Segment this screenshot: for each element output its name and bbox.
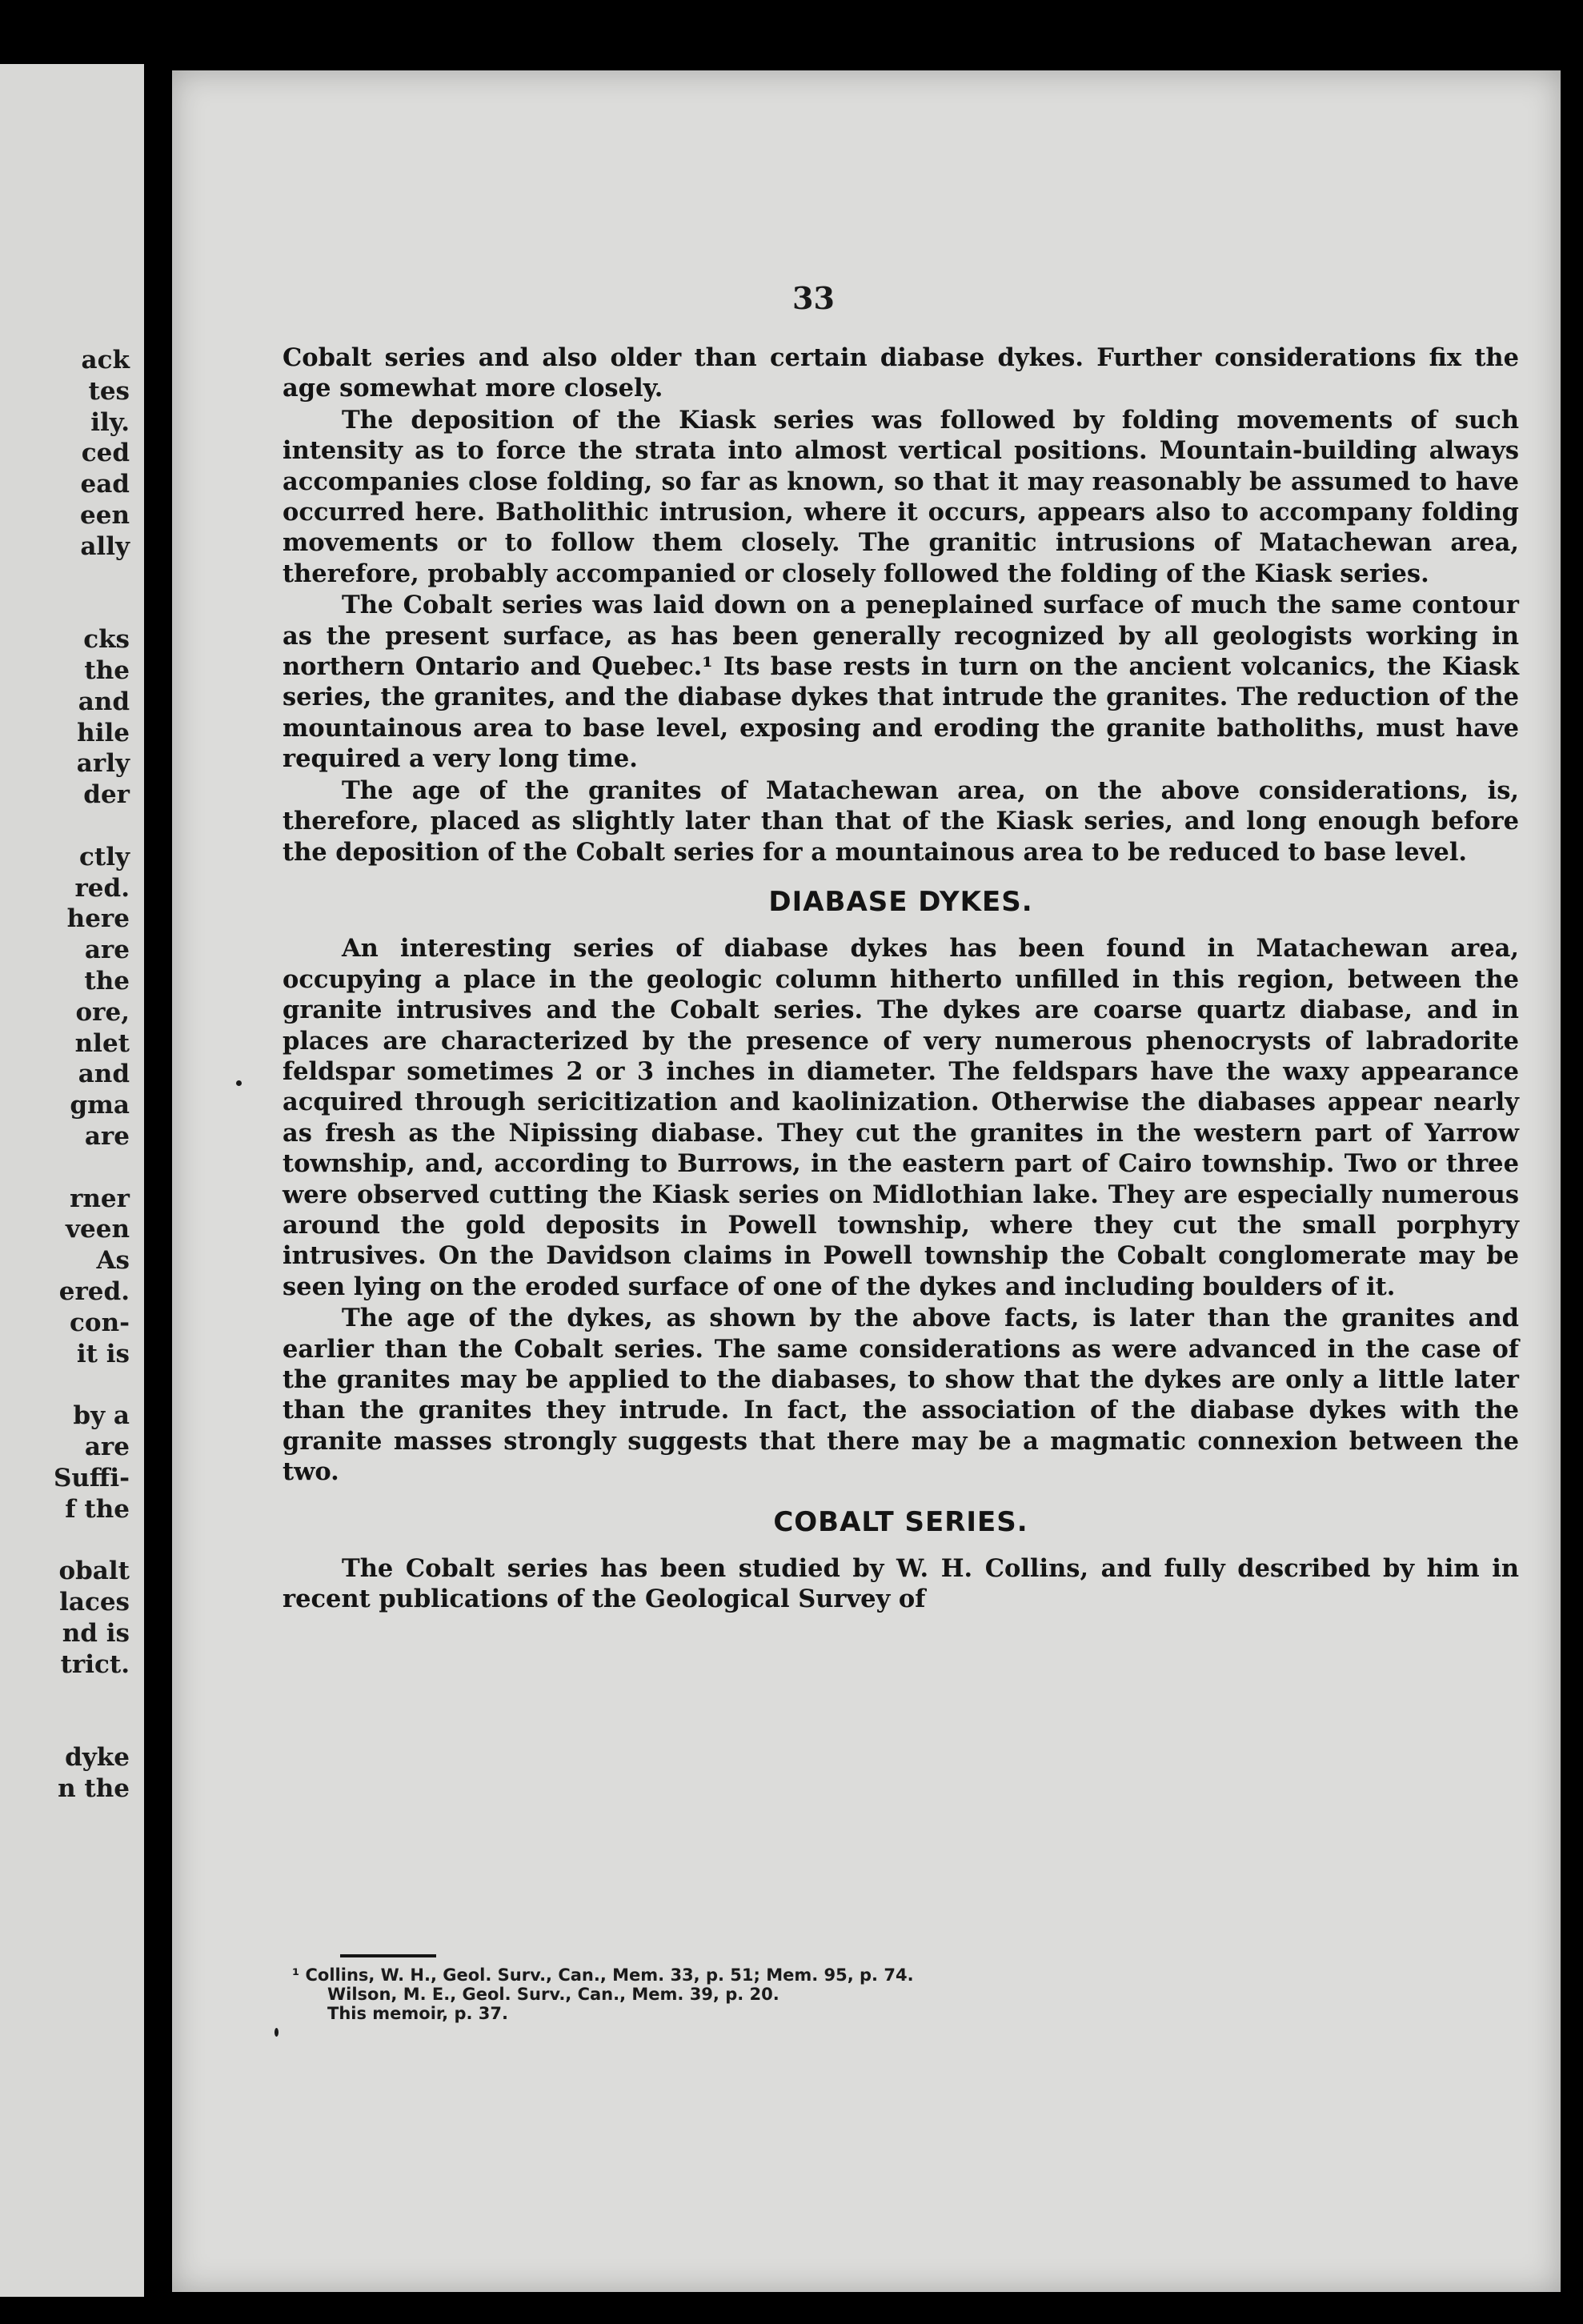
left-page-fragment: are [84,1122,130,1151]
left-page-fragment: are [84,1432,130,1461]
left-page-fragment: een [80,501,130,530]
left-page-fragment: As [96,1246,130,1276]
left-page-fragment: veen [66,1215,130,1244]
left-page-fragment: ally [80,531,130,561]
left-page-fragment: and [78,687,130,716]
page [172,70,1561,2292]
left-page-fragment: ack [81,346,130,375]
left-page-fragment: rner [70,1184,130,1213]
paragraph-1: Cobalt series and also older than certain diabase dykes. Further considerations fix the age somewhat more closely. [283,343,1519,403]
left-page-fragment: laces [59,1588,130,1617]
heading-cobalt-series: COBALT SERIES. [773,1505,1028,1538]
left-page-fragment: trict. [60,1649,130,1679]
left-page-fragment: ered. [58,1277,130,1306]
paragraph-2: The deposition of the Kiask series was followed by folding movements of such intensity as to force the strata into almost vertical positions. Mountain-building always accompanies close folding, so far as known, so that it may reasonably be assumed to have occurred here. Batholithic intrusion, where it occurs, appears also to accompany folding movements or to follow them closely. The granitic intrusions of Matachewan area, therefore, probably accompanied or closely followed the folding of the Kiask series. [283,405,1519,588]
left-page-fragment: red. [74,873,130,903]
footnote-rule [340,1954,436,1957]
footnote-2: Wilson, M. E., Geol. Surv., Can., Mem. 39, p. 20. [327,1985,779,2004]
left-page-fragment: arly [76,749,130,779]
paragraph-4: The age of the granites of Matachewan area, on the above considerations, is, therefore, placed as slightly later than that of the Kiask series, and long enough before the deposition of the Cobalt series for a mountainous area to be reduced to base level. [283,775,1519,867]
paragraph-diabase-2: The age of the dykes, as shown by the above facts, is later than the granites and earlier than the Cobalt series. The same considerations as were advanced in the case of the granites may be applied to the diabases, to show that the dykes are only a little later than the granites they intrude. In fact, the association of the diabase dykes with the granite masses strongly suggests that there may be a magmatic connexion between the two. [283,1304,1519,1487]
speck-mark [236,1080,242,1086]
left-page-fragment: ead [80,470,130,499]
paragraph-cobalt-1: The Cobalt series has been studied by W. H. Collins, and fully described by him in recent publications of the Geological Survey of [283,1554,1519,1614]
left-page-fragment: nlet [74,1028,130,1058]
left-page-fragment: der [83,780,130,810]
left-page-fragment: tes [88,376,130,406]
left-page-fragment: dyke [65,1743,130,1772]
speck-mark [275,2028,279,2037]
left-page-fragment: are [84,936,130,965]
heading-diabase-dykes: DIABASE DYKES. [768,885,1033,918]
footnote-1: ¹ Collins, W. H., Geol. Surv., Can., Mem. 33, p. 51; Mem. 95, p. 74. [292,1965,914,1985]
left-page-fragment: by a [73,1401,130,1431]
left-page-fragment: the [84,967,130,996]
left-page-fragment: gma [70,1091,130,1120]
left-page-fragment: hile [77,718,130,747]
left-page-fragment: ore, [75,997,130,1027]
footnotes [292,1965,914,2023]
footnote-3: This memoir, p. 37. [327,2004,508,2023]
left-page-fragment: the [84,656,130,685]
page-number: 33 [792,280,835,316]
adjacent-page-edge [0,64,144,2297]
left-page-fragment: con- [70,1308,130,1337]
left-page-fragment: obalt [58,1557,130,1586]
left-page-fragment: ced [81,439,130,468]
left-page-fragment: ctly [79,842,130,872]
left-page-fragment: nd is [62,1618,130,1648]
paragraph-3: The Cobalt series was laid down on a peneplained surface of much the same contour as the present surface, as has been generally recognized by all geologists working in northern Ontario and Quebec.¹ Its base rests in turn on the ancient volcanics, the Kiask series, the granites, and the diabase dykes that intrude the granites. The reduction of the mountainous area to base level, exposing and eroding the granite batholiths, must have required a very long time. [283,591,1519,774]
left-page-fragment: Suffi- [53,1463,130,1493]
left-page-fragment: and [78,1060,130,1089]
left-page-fragment: here [66,904,130,934]
paragraph-diabase-1: An interesting series of diabase dykes has been found in Matachewan area, occupying a place in the geologic column hitherto unfilled in this region, between the granite intrusives and the Cobalt series. The dykes are coarse quartz diabase, and in places are characterized by the presence of very numerous phenocrysts of labradorite feldspar sometimes 2 or 3 inches in diameter. The feldspars have the waxy appearance acquired through sericitization and kaolinization. Otherwise the diabases appear nearly as fresh as the Nipissing diabase. They cut the granites in the western part of Yarrow township, and, according to Burrows, in the eastern part of Cairo township. Two or three were observed cutting the Kiask series on Midlothian lake. They are especially numerous around the gold deposits in Powell township, where they cut the small porphyry intrusives. On the Davidson claims in Powell township the Cobalt conglomerate may be seen lying on the eroded surface of one of the dykes and including boulders of it. [283,934,1519,1301]
left-page-fragment: it is [76,1339,130,1368]
left-page-fragment: cks [83,625,130,655]
body-text [283,343,1519,1616]
left-page-fragment: n the [58,1773,130,1803]
left-page-fragment: f the [65,1494,130,1524]
left-page-fragment: ily. [90,407,130,437]
